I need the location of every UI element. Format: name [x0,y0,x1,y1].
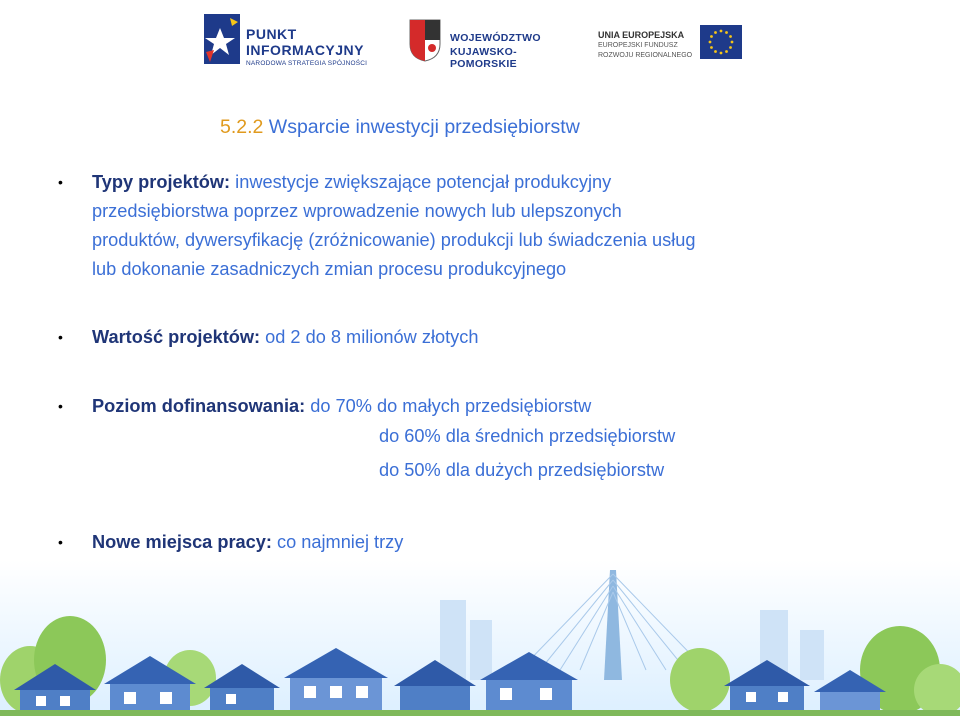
bullet-dot-icon: • [58,534,63,550]
title-number: 5.2.2 [220,116,264,138]
eu-star-icon [720,30,723,33]
city-illustration [0,560,960,716]
bullet-cofinancing [58,392,592,421]
jobs-label: Nowe miejsca pracy: [92,532,272,552]
cofinancing-small: do 70% do małych przedsiębiorstw [305,396,592,416]
crest-icon [408,18,442,62]
eu-star-icon [720,52,723,55]
cofinancing-medium: do 60% dla średnich przedsiębiorstw [379,426,676,446]
woj-line2: KUJAWSKO-POMORSKIE [450,46,517,70]
value-text: od 2 do 8 milionów złotych [260,327,479,347]
star-mark-icon [200,12,242,68]
types-line2: przedsiębiorstwa poprzez wprowadzenie nowych lub ulepszonych [92,201,622,221]
bullet-project-types [58,168,912,284]
value-label: Wartość projektów: [92,327,261,347]
types-line4: lub dokonanie zasadniczych zmian procesu produkcyjnego [92,259,567,279]
eu-line3: ROZWOJU REGIONALNEGO [598,52,693,59]
bullet-dot-icon: • [58,174,63,190]
eu-logo [598,22,748,70]
title-text: Wsparcie inwestycji przedsiębiorstw [263,116,580,138]
bullet-dot-icon: • [58,329,63,345]
bullet-dot-icon: • [58,398,63,414]
woj-line1: WOJEWÓDZTWO [450,32,541,44]
eu-line1: UNIA EUROPEJSKA [598,30,685,40]
types-label: Typy projektów: [92,172,231,192]
punkt-line2: INFORMACYJNY [246,42,365,58]
slide-title [220,116,580,139]
eu-star-icon [731,41,734,44]
eu-star-icon [709,41,712,44]
jobs-text: co najmniej trzy [271,532,404,552]
value-line [92,323,478,352]
eu-star-icon [714,50,717,53]
eu-star-icon [729,35,732,38]
types-line3: produktów, dywersyfikację (zróżnicowanie) produkcji lub świadczenia usług [92,230,696,250]
logo-bar [0,0,960,80]
eu-star-icon [729,46,732,49]
jobs-line [92,528,403,557]
eu-star-icon [725,50,728,53]
punkt-informacyjny-logo [200,12,380,68]
eu-star-icon [710,46,713,49]
bullet-new-jobs [58,528,404,557]
wojewodztwo-logo [408,18,568,68]
cofinancing-label: Poziom dofinansowania: [92,396,306,416]
cofinancing-large: do 50% dla dużych przedsiębiorstw [379,460,665,480]
types-line1 [92,168,912,197]
bullet-project-value [58,323,479,352]
eu-star-icon [714,31,717,34]
punkt-line1: PUNKT [246,26,297,42]
eu-flag-icon [700,25,742,59]
punkt-line3: NARODOWA STRATEGIA SPÓJNOŚCI [246,60,368,67]
eu-star-icon [710,35,713,38]
cofinancing-line [92,392,591,421]
eu-line2: EUROPEJSKI FUNDUSZ [598,42,678,49]
eu-star-icon [725,31,728,34]
types-text1: inwestycje zwiększające potencjał produkcyjny [230,172,612,192]
